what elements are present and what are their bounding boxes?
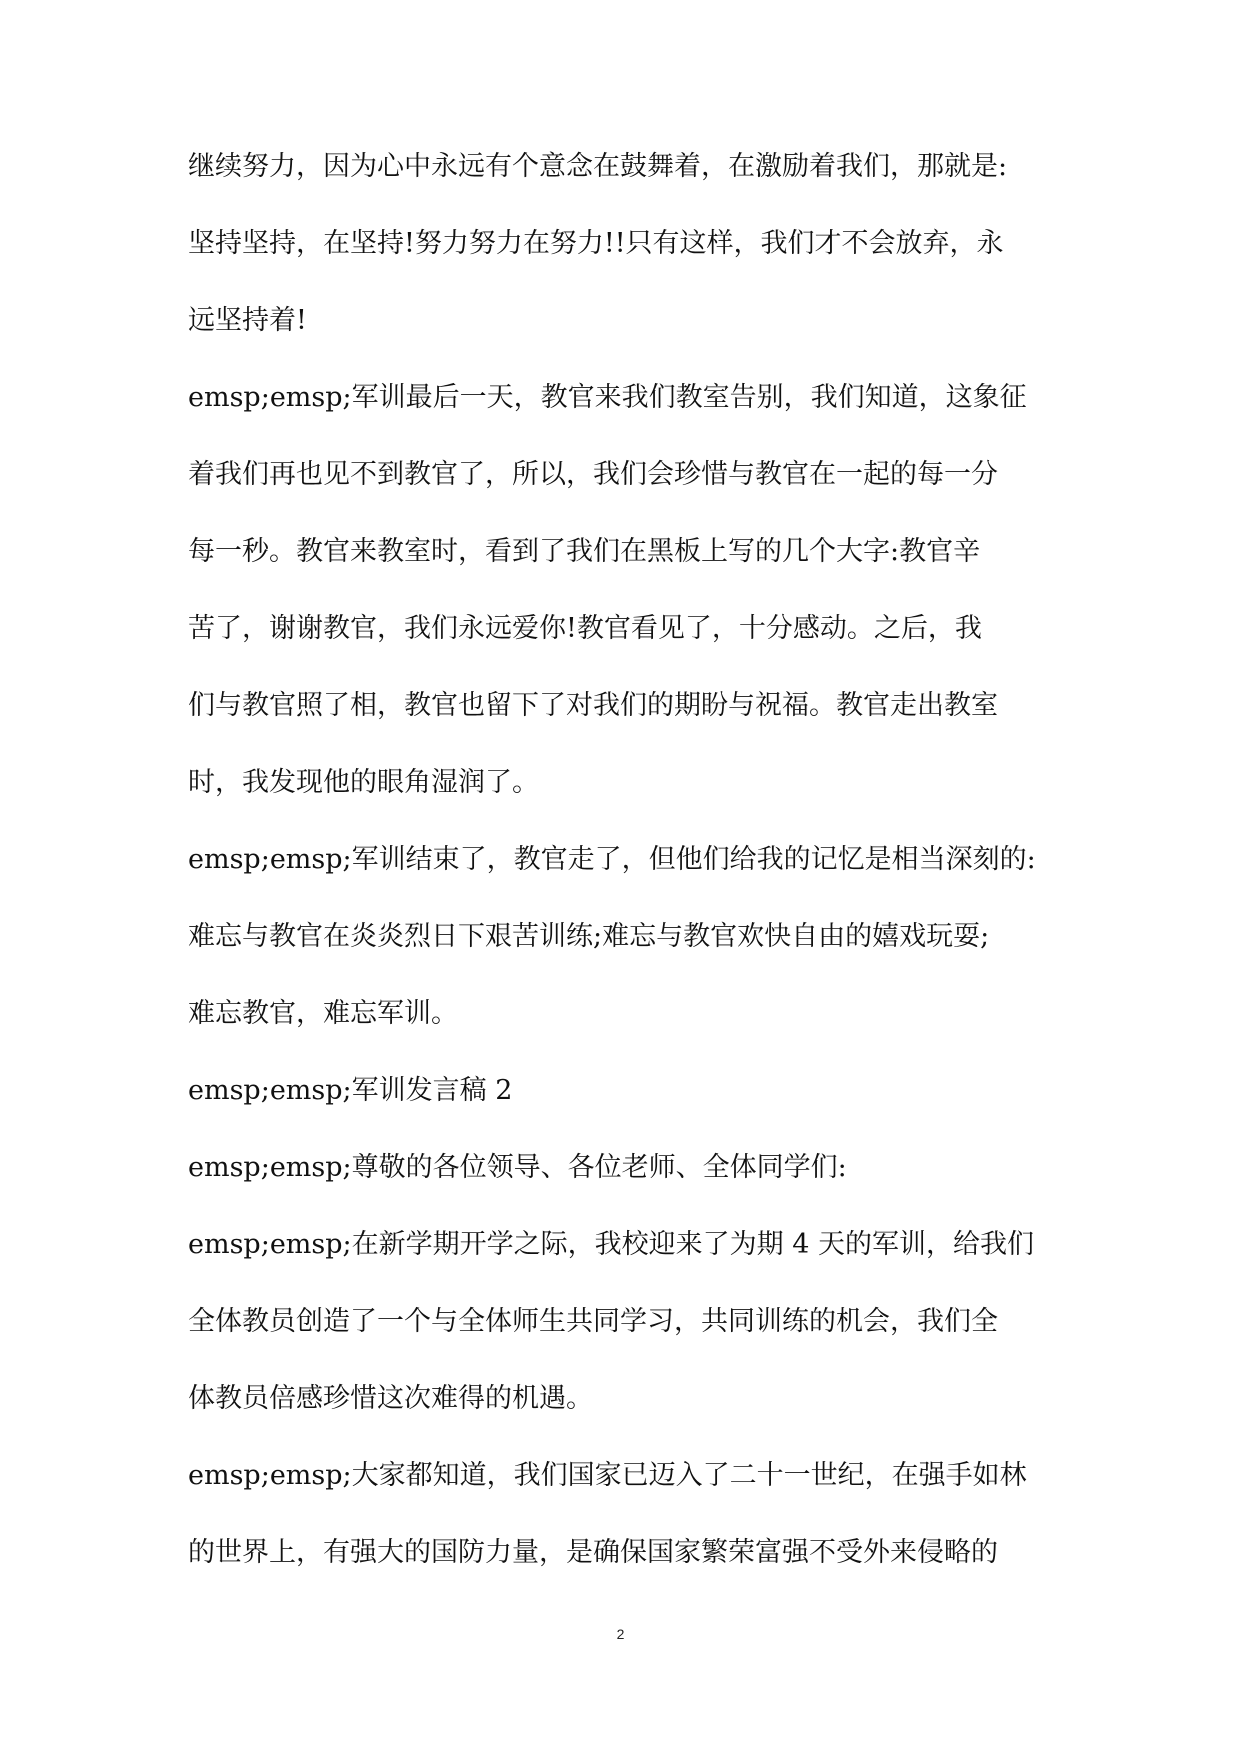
text-line: 时，我发现他的眼角湿润了。 <box>188 767 539 798</box>
section-heading: emsp;emsp;军训发言稿 2 <box>188 1075 513 1106</box>
text-line: 难忘与教官在炎炎烈日下艰苦训练;难忘与教官欢快自由的嬉戏玩耍; <box>188 921 990 952</box>
text-line: 难忘教官，难忘军训。 <box>188 998 458 1029</box>
text-line: 继续努力，因为心中永远有个意念在鼓舞着，在激励着我们，那就是: <box>188 151 1008 182</box>
text-line: emsp;emsp;尊敬的各位领导、各位老师、全体同学们: <box>188 1152 847 1183</box>
text-line: 全体教员创造了一个与全体师生共同学习，共同训练的机会，我们全 <box>188 1306 998 1337</box>
page-number: 2 <box>616 1626 625 1642</box>
text-line: 着我们再也见不到教官了，所以，我们会珍惜与教官在一起的每一分 <box>188 459 998 490</box>
body-text <box>188 128 1054 1591</box>
text-line: 远坚持着! <box>188 305 307 336</box>
text-line: emsp;emsp;军训最后一天，教官来我们教室告别，我们知道，这象征 <box>188 382 1027 413</box>
text-line: 们与教官照了相，教官也留下了对我们的期盼与祝福。教官走出教室 <box>188 690 998 721</box>
text-line: emsp;emsp;大家都知道，我们国家已迈入了二十一世纪，在强手如林 <box>188 1460 1027 1491</box>
text-line: 坚持坚持，在坚持!努力努力在努力!!只有这样，我们才不会放弃，永 <box>188 228 1004 259</box>
text-line: 每一秒。教官来教室时，看到了我们在黑板上写的几个大字:教官辛 <box>188 536 981 567</box>
text-line: emsp;emsp;在新学期开学之际，我校迎来了为期 4 天的军训，给我们 <box>188 1229 1034 1260</box>
text-line: 的世界上，有强大的国防力量，是确保国家繁荣富强不受外来侵略的 <box>188 1537 998 1568</box>
text-line: 苦了，谢谢教官，我们永远爱你!教官看见了，十分感动。之后，我 <box>188 613 982 644</box>
text-line: 体教员倍感珍惜这次难得的机遇。 <box>188 1383 593 1414</box>
text-line: emsp;emsp;军训结束了，教官走了，但他们给我的记忆是相当深刻的: <box>188 844 1036 875</box>
